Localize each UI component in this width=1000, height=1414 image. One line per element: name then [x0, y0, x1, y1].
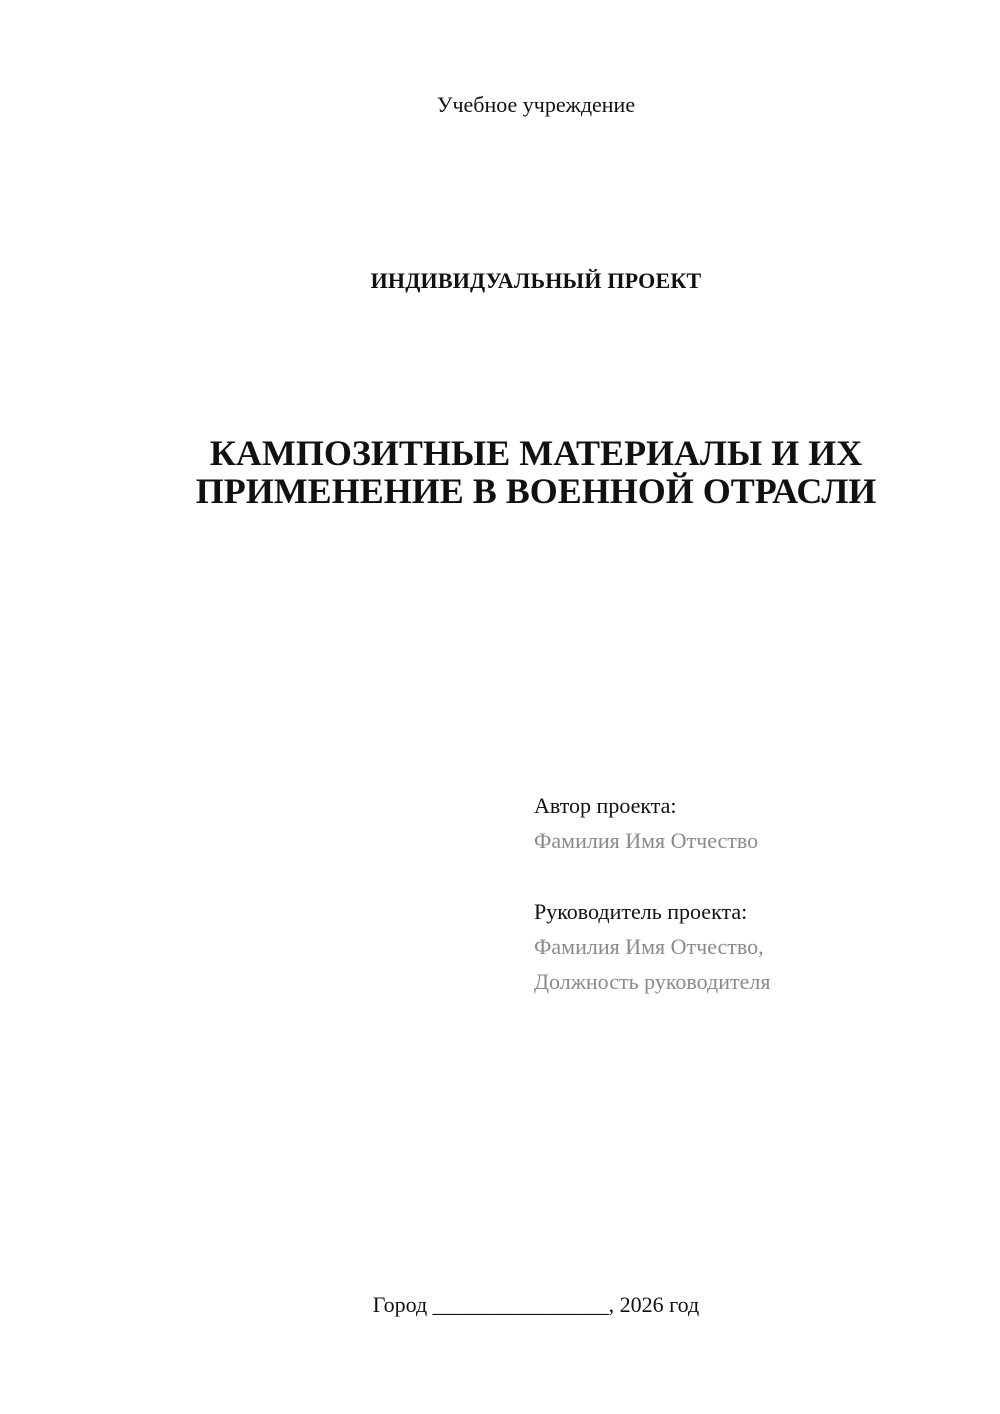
author-name: Фамилия Имя Отчество	[534, 828, 759, 853]
institution-name: Учебное учреждение	[436, 92, 636, 117]
project-info-block	[534, 788, 954, 999]
supervisor-position: Должность руководителя	[534, 969, 771, 994]
info-spacer	[534, 858, 954, 894]
city-year-footer: Город ________________, 2026 год	[372, 1292, 700, 1317]
project-title-line-2: ПРИМЕНЕНИЕ В ВОЕННОЙ ОТРАСЛИ	[195, 471, 877, 511]
project-title	[0, 434, 1000, 510]
supervisor-label: Руководитель проекта:	[534, 899, 748, 924]
document-type: ИНДИВИДУАЛЬНЫЙ ПРОЕКТ	[370, 268, 702, 293]
project-title-line-1: КАМПОЗИТНЫЕ МАТЕРИАЛЫ И ИХ	[209, 433, 863, 473]
supervisor-name: Фамилия Имя Отчество,	[534, 934, 764, 959]
author-label: Автор проекта:	[534, 793, 677, 818]
